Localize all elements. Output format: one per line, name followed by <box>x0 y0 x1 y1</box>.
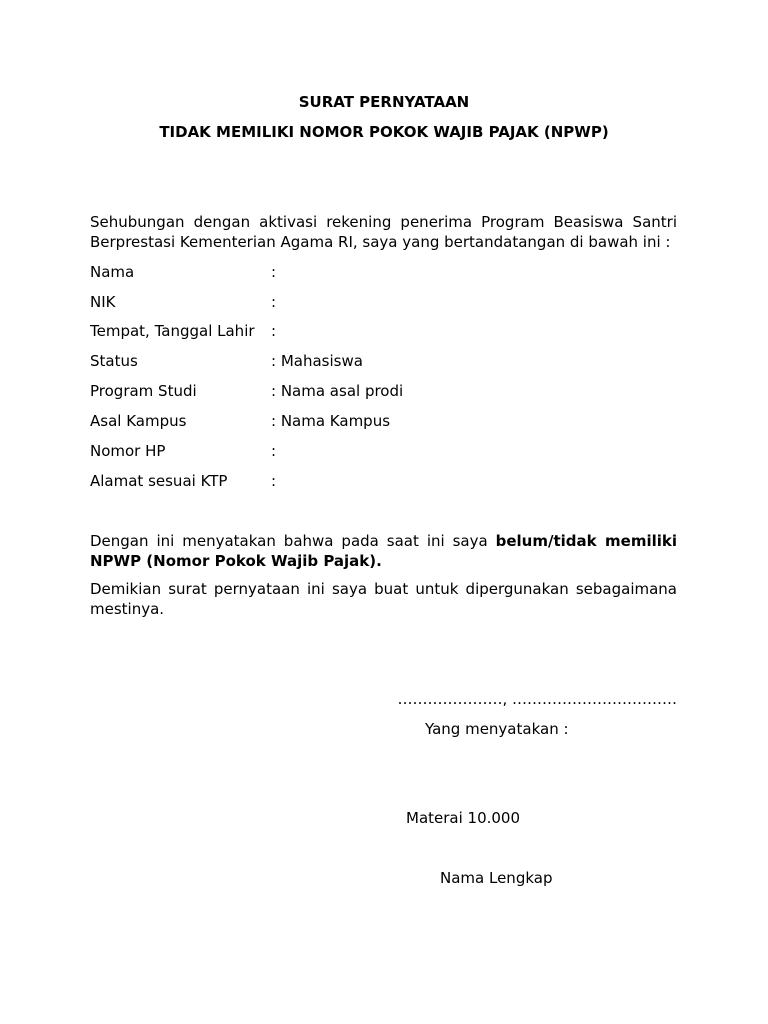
field-row-nama <box>90 262 677 282</box>
statement-emphasis: belum/tidak memiliki NPWP (Nomor Pokok Wajib Pajak). <box>90 532 677 570</box>
field-label: Alamat sesuai KTP <box>90 472 228 490</box>
field-value: : Nama asal prodi <box>271 382 404 400</box>
field-label: Nomor HP <box>90 442 166 460</box>
field-value: : Nama Kampus <box>271 412 391 430</box>
field-row-program-studi <box>90 381 677 401</box>
materai-text: Materai 10.000 <box>406 809 521 827</box>
document-title: SURAT PERNYATAAN <box>298 93 470 111</box>
place-date-line: …………………, …………………………… <box>397 690 677 708</box>
field-value: : <box>271 442 277 460</box>
field-row-nomor-hp <box>90 441 677 461</box>
signature-label: Yang menyatakan : <box>425 720 569 738</box>
field-label: Tempat, Tanggal Lahir <box>90 322 255 340</box>
field-value: : <box>271 263 277 281</box>
field-row-status <box>90 351 677 371</box>
field-value: : <box>271 293 277 311</box>
field-label: Status <box>90 352 138 370</box>
statement-paragraph <box>90 531 677 571</box>
field-row-ttl <box>90 321 677 341</box>
closing-paragraph: Demikian surat pernyataan ini saya buat untuk dipergunakan sebagaimana mestinya. <box>90 580 677 618</box>
signer-name: Nama Lengkap <box>440 869 553 887</box>
document-subtitle: TIDAK MEMILIKI NOMOR POKOK WAJIB PAJAK (NPWP) <box>159 123 609 141</box>
field-value: : Mahasiswa <box>271 352 363 370</box>
field-value: : <box>271 322 277 340</box>
field-label: NIK <box>90 293 116 311</box>
field-row-nik <box>90 292 677 312</box>
field-label: Nama <box>90 263 135 281</box>
field-row-asal-kampus <box>90 411 677 431</box>
field-row-alamat <box>90 471 677 491</box>
intro-paragraph: Sehubungan dengan aktivasi rekening penerima Program Beasiswa Santri Berprestasi Kementerian Agama RI, saya yang bertandatangan di bawah ini : <box>90 213 677 251</box>
field-value: : <box>271 472 277 490</box>
field-label: Asal Kampus <box>90 412 187 430</box>
field-label: Program Studi <box>90 382 197 400</box>
statement-text: Dengan ini menyatakan bahwa pada saat ini saya <box>90 532 496 550</box>
